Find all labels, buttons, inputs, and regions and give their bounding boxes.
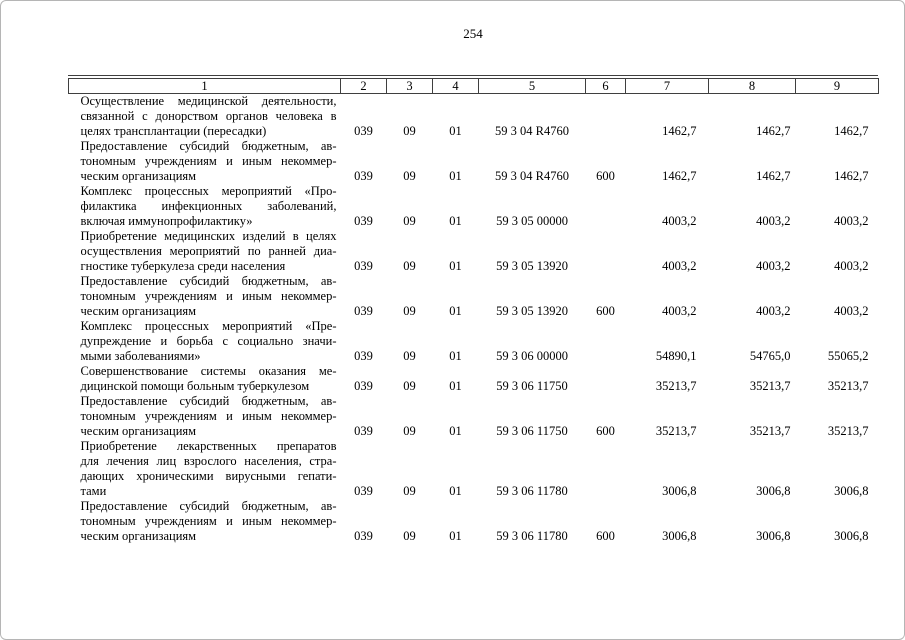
description-line: Приобретение лекарственных препаратов xyxy=(80,439,337,453)
description-cell xyxy=(69,364,341,394)
cell-col6: 600 xyxy=(596,529,615,543)
cell-col5: 59 3 06 11750 xyxy=(496,424,568,438)
cell-col2: 039 xyxy=(354,304,373,318)
cell-col8: 3006,8 xyxy=(756,529,791,543)
description-line: Комплекс процессных мероприятий «Про- xyxy=(80,184,337,198)
description-line: ческим организациям xyxy=(80,169,197,183)
cell-col6 xyxy=(586,439,626,499)
cell-col3: 09 xyxy=(403,304,416,318)
cell-col7: 1462,7 xyxy=(662,124,697,138)
header-cell-8: 8 xyxy=(709,79,796,94)
cell-col4: 01 xyxy=(449,304,462,318)
table-row xyxy=(69,499,879,544)
table-header-row xyxy=(69,79,879,94)
cell-col2: 039 xyxy=(354,349,373,363)
table-row xyxy=(69,364,879,394)
cell-col9: 35213,7 xyxy=(827,379,869,393)
description-line: Предоставление субсидий бюджетным, ав- xyxy=(80,274,337,288)
description-line: Комплекс процессных мероприятий «Пре- xyxy=(80,319,337,333)
cell-col3: 09 xyxy=(403,169,416,183)
description-cell xyxy=(69,184,341,229)
description-line: тами xyxy=(80,484,107,498)
description-line: Предоставление субсидий бюджетным, ав- xyxy=(80,394,337,408)
cell-col8: 4003,2 xyxy=(756,304,791,318)
header-cell-1: 1 xyxy=(69,79,341,94)
cell-col6: 600 xyxy=(596,304,615,318)
cell-col2: 039 xyxy=(354,259,373,273)
cell-col7: 35213,7 xyxy=(655,379,697,393)
cell-col8: 1462,7 xyxy=(756,169,791,183)
cell-col5: 59 3 05 13920 xyxy=(496,259,568,273)
cell-col9: 1462,7 xyxy=(834,124,869,138)
description-line: Совершенствование системы оказания ме- xyxy=(80,364,337,378)
cell-col7: 4003,2 xyxy=(662,259,697,273)
cell-col4: 01 xyxy=(449,124,462,138)
cell-col9: 1462,7 xyxy=(834,169,869,183)
cell-col3: 09 xyxy=(403,484,416,498)
cell-col6 xyxy=(586,94,626,140)
header-cell-5: 5 xyxy=(479,79,586,94)
budget-table-wrap xyxy=(68,75,878,544)
description-cell xyxy=(69,439,341,499)
cell-col8: 35213,7 xyxy=(749,424,791,438)
description-line: дицинской помощи больным туберкулезом xyxy=(80,379,310,393)
cell-col7: 3006,8 xyxy=(662,484,697,498)
table-row xyxy=(69,439,879,499)
description-line: тономным учреждениям и иным некоммер- xyxy=(80,409,337,423)
cell-col5: 59 3 04 R4760 xyxy=(495,169,569,183)
header-cell-6: 6 xyxy=(586,79,626,94)
header-cell-9: 9 xyxy=(796,79,879,94)
cell-col3: 09 xyxy=(403,349,416,363)
description-line: включая иммунопрофилактику» xyxy=(80,214,253,228)
cell-col5: 59 3 05 13920 xyxy=(496,304,568,318)
cell-col2: 039 xyxy=(354,169,373,183)
header-cell-7: 7 xyxy=(626,79,709,94)
table-row xyxy=(69,139,879,184)
cell-col8: 35213,7 xyxy=(749,379,791,393)
description-line: ческим организациям xyxy=(80,424,197,438)
table-body xyxy=(69,94,879,545)
cell-col2: 039 xyxy=(354,529,373,543)
cell-col7: 1462,7 xyxy=(662,169,697,183)
cell-col6 xyxy=(586,229,626,274)
cell-col4: 01 xyxy=(449,484,462,498)
cell-col5: 59 3 06 11780 xyxy=(496,484,568,498)
description-line: Осуществление медицинской деятельности, xyxy=(80,94,337,108)
description-cell xyxy=(69,274,341,319)
budget-table xyxy=(68,78,879,544)
cell-col6 xyxy=(586,319,626,364)
cell-col6: 600 xyxy=(596,169,615,183)
description-line: для лечения лиц взрослого населения, стра- xyxy=(80,454,337,468)
cell-col4: 01 xyxy=(449,169,462,183)
description-line: дупреждение и борьба с социально значи- xyxy=(80,334,337,348)
description-line: Предоставление субсидий бюджетным, ав- xyxy=(80,499,337,513)
cell-col8: 1462,7 xyxy=(756,124,791,138)
description-line: Предоставление субсидий бюджетным, ав- xyxy=(80,139,337,153)
cell-col8: 3006,8 xyxy=(756,484,791,498)
table-row xyxy=(69,184,879,229)
description-line: дающих хроническими вирусными гепати- xyxy=(80,469,337,483)
description-cell xyxy=(69,499,341,544)
table-row xyxy=(69,394,879,439)
description-cell xyxy=(69,94,341,140)
page-number: 254 xyxy=(463,26,483,41)
cell-col9: 3006,8 xyxy=(834,529,869,543)
header-cell-3: 3 xyxy=(387,79,433,94)
description-cell xyxy=(69,394,341,439)
cell-col8: 4003,2 xyxy=(756,214,791,228)
cell-col9: 4003,2 xyxy=(834,214,869,228)
cell-col8: 54765,0 xyxy=(749,349,791,363)
description-line: целях трансплантации (пересадки) xyxy=(80,124,267,138)
description-cell xyxy=(69,139,341,184)
cell-col2: 039 xyxy=(354,424,373,438)
table-row xyxy=(69,94,879,140)
table-row xyxy=(69,229,879,274)
table-row xyxy=(69,274,879,319)
table-row xyxy=(69,319,879,364)
description-cell xyxy=(69,319,341,364)
cell-col9: 4003,2 xyxy=(834,304,869,318)
cell-col3: 09 xyxy=(403,379,416,393)
cell-col5: 59 3 04 R4760 xyxy=(495,124,569,138)
cell-col5: 59 3 05 00000 xyxy=(496,214,568,228)
cell-col7: 35213,7 xyxy=(655,424,697,438)
cell-col7: 54890,1 xyxy=(655,349,697,363)
cell-col6: 600 xyxy=(596,424,615,438)
description-line: осуществления мероприятий по ранней диа- xyxy=(80,244,337,258)
description-line: Приобретение медицинских изделий в целях xyxy=(80,229,337,243)
cell-col5: 59 3 06 11780 xyxy=(496,529,568,543)
cell-col3: 09 xyxy=(403,259,416,273)
cell-col4: 01 xyxy=(449,529,462,543)
cell-col9: 4003,2 xyxy=(834,259,869,273)
description-line: тономным учреждениям и иным некоммер- xyxy=(80,514,337,528)
description-line: тономным учреждениям и иным некоммер- xyxy=(80,154,337,168)
cell-col9: 3006,8 xyxy=(834,484,869,498)
cell-col8: 4003,2 xyxy=(756,259,791,273)
cell-col4: 01 xyxy=(449,214,462,228)
header-cell-4: 4 xyxy=(433,79,479,94)
description-line: ческим организациям xyxy=(80,304,197,318)
description-line: связанной с донорством органов человека в xyxy=(80,109,337,123)
cell-col9: 55065,2 xyxy=(827,349,869,363)
cell-col5: 59 3 06 11750 xyxy=(496,379,568,393)
description-cell xyxy=(69,229,341,274)
cell-col2: 039 xyxy=(354,214,373,228)
cell-col4: 01 xyxy=(449,259,462,273)
cell-col4: 01 xyxy=(449,424,462,438)
cell-col2: 039 xyxy=(354,484,373,498)
cell-col3: 09 xyxy=(403,529,416,543)
cell-col2: 039 xyxy=(354,124,373,138)
cell-col4: 01 xyxy=(449,379,462,393)
description-line: мыми заболеваниями» xyxy=(80,349,201,363)
document-page xyxy=(68,26,878,544)
cell-col5: 59 3 06 00000 xyxy=(496,349,568,363)
header-cell-2: 2 xyxy=(341,79,387,94)
description-line: гностике туберкулеза среди населения xyxy=(80,259,286,273)
cell-col3: 09 xyxy=(403,214,416,228)
cell-col2: 039 xyxy=(354,379,373,393)
description-line: ческим организациям xyxy=(80,529,197,543)
cell-col6 xyxy=(586,184,626,229)
cell-col7: 3006,8 xyxy=(662,529,697,543)
cell-col6 xyxy=(586,364,626,394)
cell-col7: 4003,2 xyxy=(662,214,697,228)
description-line: филактика инфекционных заболеваний, xyxy=(80,199,337,213)
cell-col9: 35213,7 xyxy=(827,424,869,438)
cell-col7: 4003,2 xyxy=(662,304,697,318)
cell-col3: 09 xyxy=(403,124,416,138)
cell-col4: 01 xyxy=(449,349,462,363)
cell-col3: 09 xyxy=(403,424,416,438)
description-line: тономным учреждениям и иным некоммер- xyxy=(80,289,337,303)
